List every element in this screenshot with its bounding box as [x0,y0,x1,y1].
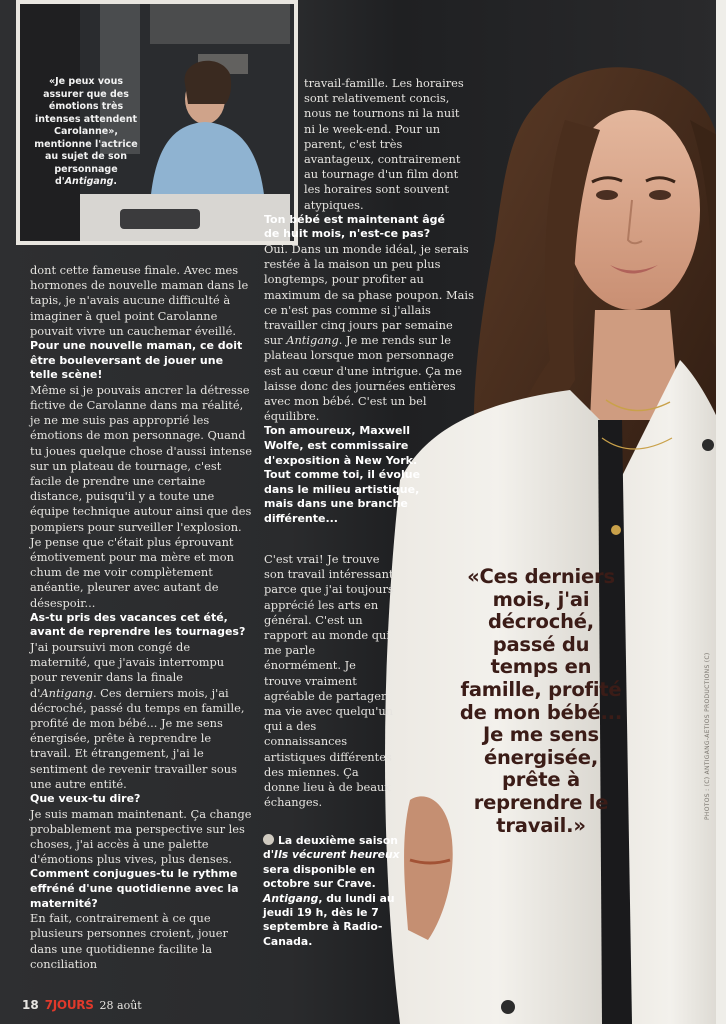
magazine-logo: 7JOURS [44,998,94,1012]
question: Pour une nouvelle maman, ce doit être bouleversant de jouer une telle scène! [30,339,243,382]
paragraph: Même si je pouvais ancrer la détresse fictive de Carolanne dans ma réalité, je ne me suis pas approprié les émotions de mon personnage. Quand tu joues quelque chose d'aussi intense sur un plateau de tournage, c'est facile de prendre une certaine distance, puisqu'il y a toute une équipe technique autour ainsi que des pompiers pour surveiller l'explosion. Je pense que c'était plus éprouvant émotivement pour ma mère et mon chum de me voir complètement anéantie, pleurer avec autant de désespoir... [30,382,252,610]
paragraph: J'ai poursuivi mon congé de maternité, que j'avais interrompu pour revenir dans la finale d'Antigang. Ces derniers mois, j'ai décroché, passé du temps en famille, profité de mon bébé... Je me sens énergisée, prête à reprendre le travail. Et étrangement, j'ai le sentiment de revenir travailler sous une autre entité. [30,640,245,791]
inset-photo [16,0,298,245]
paragraph: C'est vrai! Je trouve son travail intéressant parce que j'ai toujours apprécié les arts en général. C'est un rapport au monde qui me parle énormément. Je trouve vraiment agréable de partager ma vie avec quelqu'un qui a des connaissances artistiques différentes des miennes. Ça donne lieu à de beaux échanges. [264,552,394,810]
question: As-tu pris des vacances cet été, avant de reprendre les tournages? [30,610,246,639]
page-footer [22,998,142,1012]
page-number: 18 [22,998,39,1012]
paragraph: Je suis maman maintenant. Ça change probablement ma perspective sur les choses, j'ai accès à une palette d'émotions plus vives, plus denses. [30,806,252,867]
article-column-1 [30,263,252,972]
question: Comment conjugues-tu le rythme effréné d'une quotidienne avec la maternité? [30,867,239,910]
broadcast-info: La deuxième saison d'Ils vécurent heureux sera disponible en octobre sur Crave. Antigang, du lundi au jeudi 19 h, dès le 7 septembre à Radio-Canada. [263,834,400,948]
article-column-2 [264,76,474,527]
question: Ton bébé est maintenant âgé de huit mois, n'est-ce pas? [264,212,445,241]
article-column-2-continued [264,552,394,810]
paragraph: Oui. Dans un monde idéal, je serais restée à la maison un peu plus longtemps, pour profiter au maximum de sa phase poupon. Mais ce n'est pas comme si j'allais travailler cinq jours par semaine sur Antigang. Je me rends sur le plateau lorsque mon personnage est au cœur d'une intrigue. Ça me laisse donc des journées entières avec mon bébé. C'est un bel équilibre. [264,242,474,424]
info-bullet-icon [263,834,274,845]
paragraph: dont cette fameuse finale. Avec mes hormones de nouvelle maman dans le tapis, je n'avais aucune difficulté à imaginer à quel point Carolanne pouvait vivre un cauchemar éveillé. [30,263,249,338]
inset-caption: «Je peux vous assurer que des émotions très intenses attendent Carolanne», mentionne l'actrice au sujet de son personnage d'Antigang. [34,76,138,187]
pull-quote: «Ces derniers mois, j'ai décroché, passé du temps en famille, profité de mon bébé... Je me sens énergisée, prête à reprendre le travail.» [459,565,623,837]
question: Que veux-tu dire? [30,792,141,806]
question: Ton amoureux, Maxwell Wolfe, est commissaire d'exposition à New York. Tout comme toi, il évolue dans le milieu artistique, mais dans une branche différente... [264,424,421,526]
page-margin [716,0,726,1024]
photo-credit: PHOTOS : (C) ANTIGANG-AETIOS PRODUCTIONS (C) [704,652,711,820]
paragraph: travail-famille. Les horaires sont relativement concis, nous ne tournons ni la nuit ni le week-end. Pour un parent, c'est très avantageux, contrairement au tournage d'un film dont les horaires sont souvent atypiques. [304,76,464,212]
issue-date: 28 août [99,999,142,1012]
paragraph: En fait, contrairement à ce que plusieurs personnes croient, jouer dans une quotidienne facilite la conciliation [30,911,228,971]
